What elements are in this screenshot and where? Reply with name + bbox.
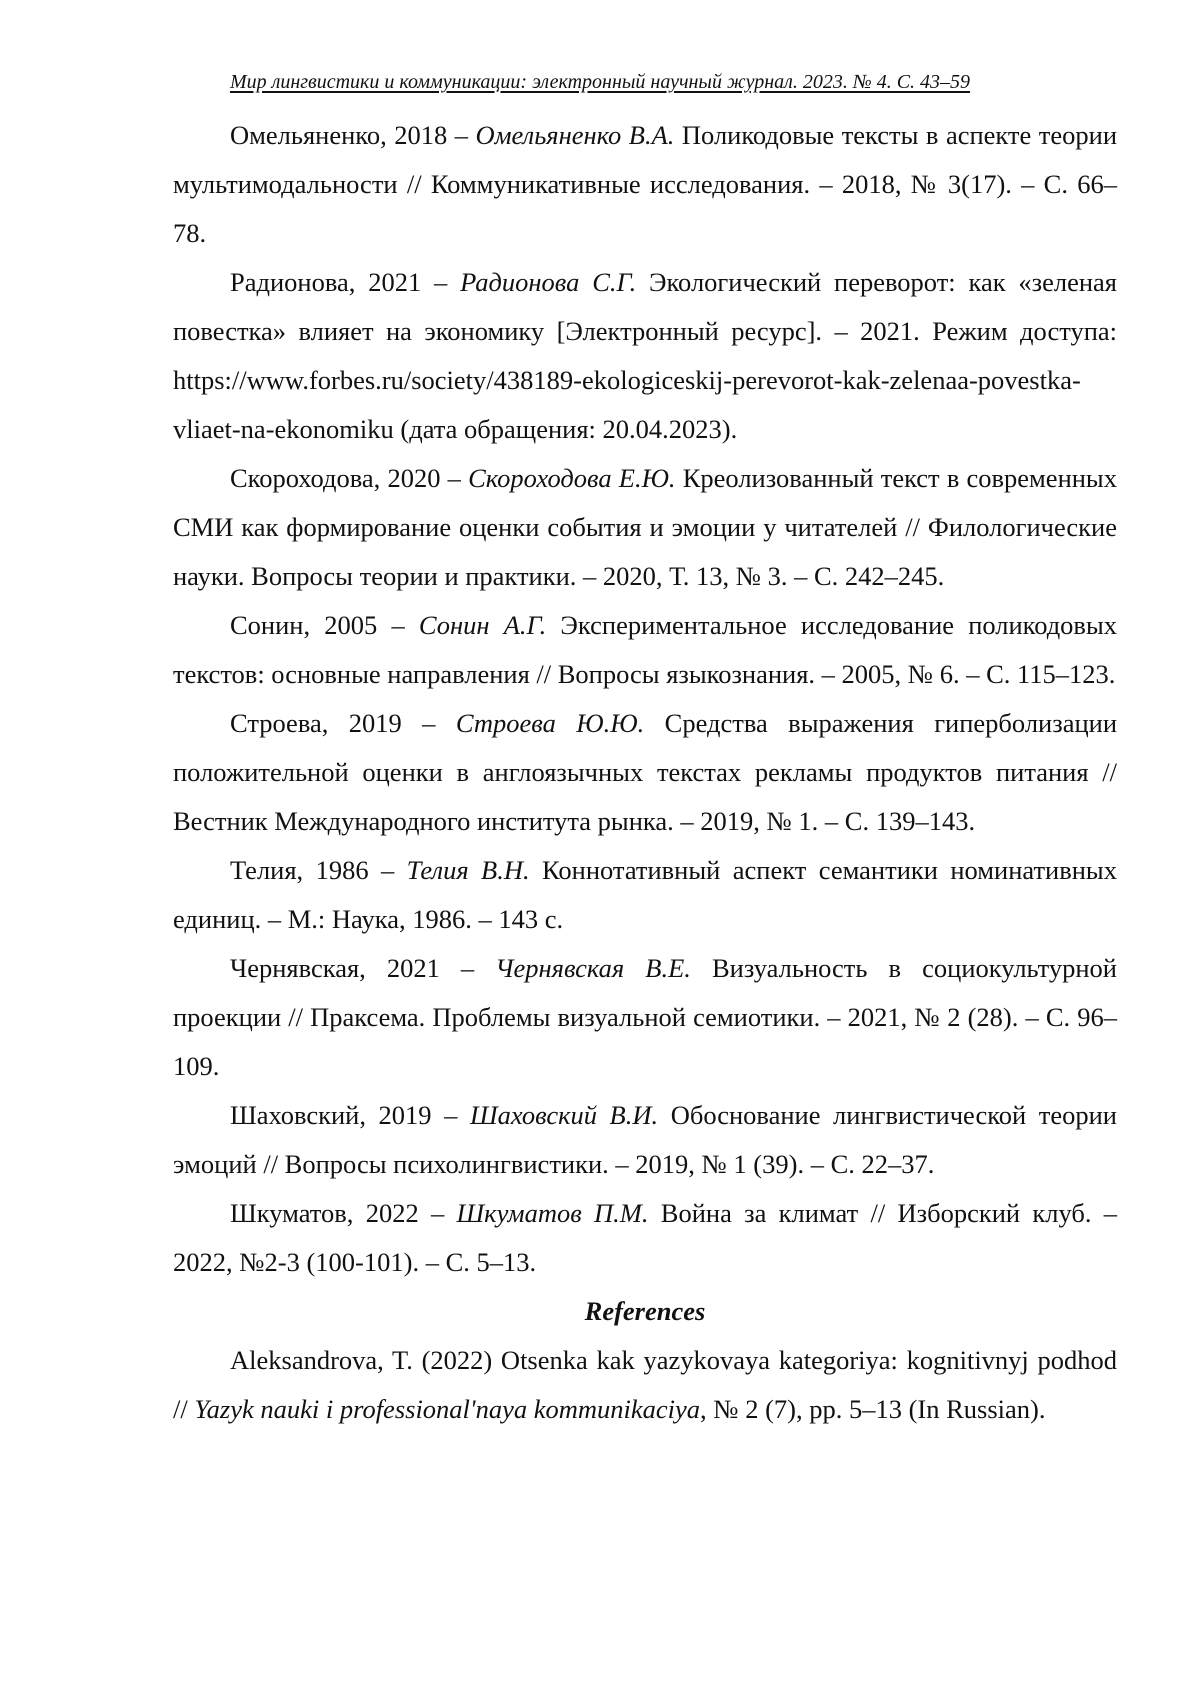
entry-rest: Средства выражения гиперболизации положительной оценки в англоязычных текстах рекламы продуктов питания // Вестник Международного института рынка. – 2019, № 1. – С. 139–143. (173, 708, 1117, 836)
bibliography-entry (173, 846, 1117, 944)
entry-journal: Yazyk nauki i professional'naya kommunikaciya (194, 1394, 700, 1424)
entry-author: Чернявская В.Е. (495, 953, 691, 983)
bibliography-entry (173, 601, 1117, 699)
entry-lead: Шкуматов, 2022 – (230, 1198, 457, 1228)
entry-lead: Строева, 2019 – (230, 708, 456, 738)
entry-author: Омельяненко В.А. (475, 120, 674, 150)
entry-lead: Радионова, 2021 – (230, 267, 460, 297)
entry-rest: Война за климат // Изборский клуб. – 2022, №2-3 (100-101). – С. 5–13. (173, 1198, 1117, 1277)
bibliography-entry (173, 699, 1117, 846)
entry-author: Сонин А.Г. (419, 610, 546, 640)
entry-rest: Коннотативный аспект семантики номинативных единиц. – М.: Наука, 1986. – 143 с. (173, 855, 1117, 934)
entry-author: Строева Ю.Ю. (456, 708, 644, 738)
bibliography-entry (173, 111, 1117, 258)
bibliography-entry (173, 454, 1117, 601)
entry-lead: Чернявская, 2021 – (230, 953, 495, 983)
entry-rest: Креолизованный текст в современных СМИ как формирование оценки события и эмоции у читателей // Филологические науки. Вопросы теории и практики. – 2020, Т. 13, № 3. – С. 242–245. (173, 463, 1117, 591)
entry-lead: Сонин, 2005 – (230, 610, 419, 640)
entry-rest: Экологический переворот: как «зеленая повестка» влияет на экономику [Электронный ресурс]. – 2021. Режим доступа: https://www.forbes.ru/society/438189-ekologiceskij-perevorot-kak-zelenaa-povestka-vliaet-na-ekonomiku (дата обращения: 20.04.2023). (173, 267, 1117, 444)
document-page (0, 0, 1200, 1697)
entry-rest: , № 2 (7), pp. 5–13 (In Russian). (700, 1394, 1045, 1424)
entry-rest: Визуальность в социокультурной проекции // Праксема. Проблемы визуальной семиотики. – 2021, № 2 (28). – С. 96–109. (173, 953, 1117, 1081)
references-heading: References (173, 1287, 1117, 1336)
bibliography-entry (173, 944, 1117, 1091)
entry-author: Скороходова Е.Ю. (468, 463, 675, 493)
references-entry (173, 1336, 1117, 1434)
entry-author: Шаховский В.И. (470, 1100, 658, 1130)
entry-lead: Телия, 1986 – (230, 855, 407, 885)
running-header: Мир лингвистики и коммуникации: электронный научный журнал. 2023. № 4. С. 43–59 (0, 70, 1200, 94)
entry-lead: Скороходова, 2020 – (230, 463, 468, 493)
entry-author: Телия В.Н. (407, 855, 530, 885)
entry-rest: Обоснование лингвистической теории эмоций // Вопросы психолингвистики. – 2019, № 1 (39). – С. 22–37. (173, 1100, 1117, 1179)
entry-lead: Омельяненко, 2018 – (230, 120, 475, 150)
bibliography-entry (173, 1091, 1117, 1189)
bibliography-entry (173, 1189, 1117, 1287)
entry-author: Шкуматов П.М. (457, 1198, 649, 1228)
bibliography-entry (173, 258, 1117, 454)
entry-lead: Шаховский, 2019 – (230, 1100, 470, 1130)
entry-author: Радионова С.Г. (460, 267, 636, 297)
entry-lead: Aleksandrova, T. (2022) Otsenka kak yazykovaya kategoriya: kognitivnyj podhod // (173, 1345, 1117, 1424)
page-body (173, 111, 1117, 1434)
entry-rest: Экспериментальное исследование поликодовых текстов: основные направления // Вопросы языкознания. – 2005, № 6. – С. 115–123. (173, 610, 1117, 689)
entry-rest: Поликодовые тексты в аспекте теории мультимодальности // Коммуникативные исследования. – 2018, № 3(17). – С. 66–78. (173, 120, 1117, 248)
